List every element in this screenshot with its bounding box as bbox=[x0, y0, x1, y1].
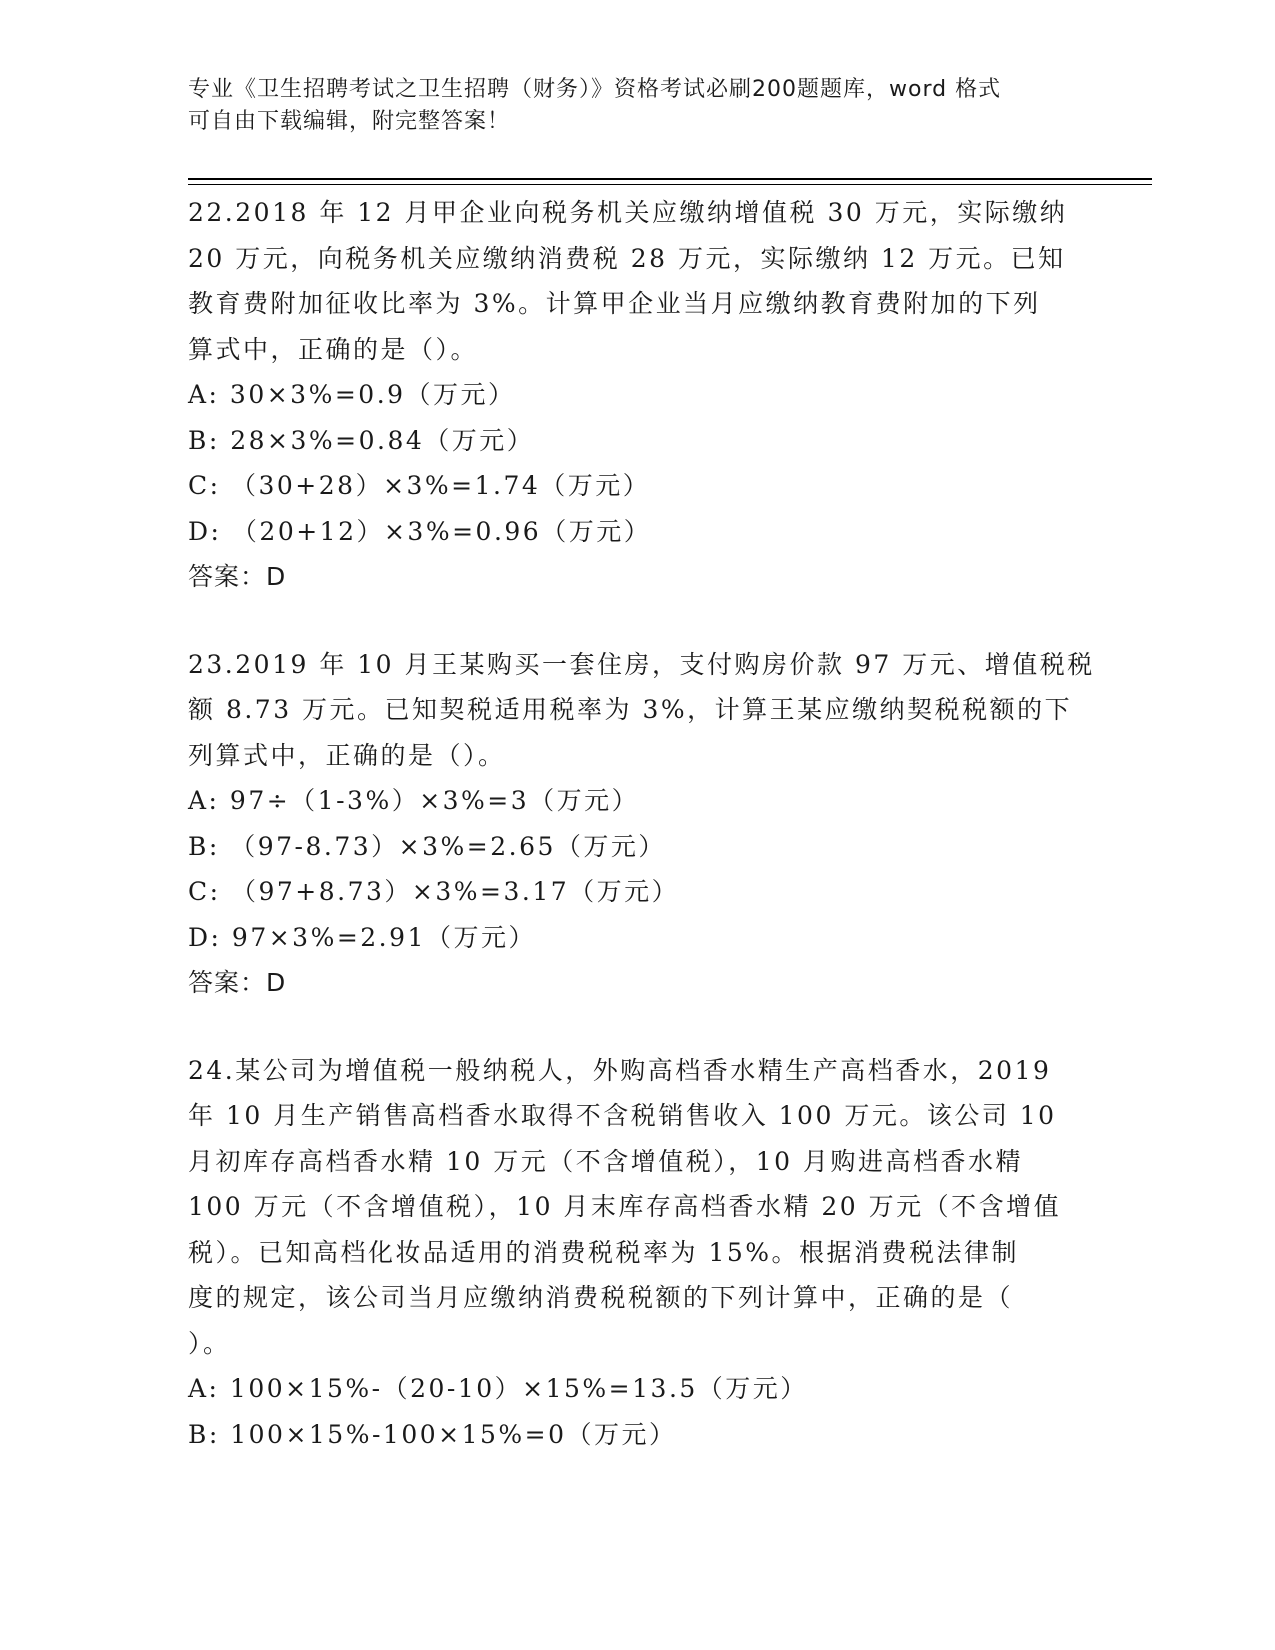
question-text-line: 20 万元，向税务机关应缴纳消费税 28 万元，实际缴纳 12 万元。已知 bbox=[188, 243, 1066, 273]
question-text-line: ）。 bbox=[188, 1328, 231, 1358]
option-b: B: 100×15%-100×15%=0（万元） bbox=[188, 1419, 677, 1449]
question-24 bbox=[188, 1048, 1088, 1458]
option-d: D: 97×3%=2.91（万元） bbox=[188, 922, 536, 952]
header-line: 可自由下载编辑，附完整答案！ bbox=[188, 109, 511, 134]
option-a: A: 97÷（1-3%）×3%=3（万元） bbox=[188, 786, 640, 815]
question-text-line: 教育费附加征收比率为 3%。计算甲企业当月应缴纳教育费附加的下列 bbox=[188, 289, 1041, 318]
option-c: C: （30+28）×3%=1.74（万元） bbox=[188, 471, 651, 500]
option-b: B: 28×3%=0.84（万元） bbox=[188, 425, 535, 455]
option-a: A: 100×15%-（20-10）×15%=13.5（万元） bbox=[188, 1374, 808, 1403]
option-c: C: （97+8.73）×3%=3.17（万元） bbox=[188, 877, 680, 906]
question-text-line: 度的规定，该公司当月应缴纳消费税税额的下列计算中，正确的是（ bbox=[188, 1283, 1014, 1312]
question-text-line: 额 8.73 万元。已知契税适用税率为 3%，计算王某应缴纳契税税额的下 bbox=[188, 695, 1073, 724]
option-a: A: 30×3%=0.9（万元） bbox=[188, 380, 516, 409]
question-list bbox=[188, 190, 1095, 1499]
header-rule-thick bbox=[188, 178, 1152, 180]
header-line: 专业《卫生招聘考试之卫生招聘（财务）》资格考试必刷200题题库，word 格式 bbox=[188, 77, 1002, 102]
question-text-line: 年 10 月生产销售高档香水取得不含税销售收入 100 万元。该公司 10 bbox=[188, 1101, 1057, 1130]
answer: 答案：D bbox=[188, 968, 287, 997]
question-text-line: 22.2018 年 12 月甲企业向税务机关应缴纳增值税 30 万元，实际缴纳 bbox=[188, 198, 1068, 227]
question-text-line: 24.某公司为增值税一般纳税人，外购高档香水精生产高档香水，2019 bbox=[188, 1055, 1052, 1085]
answer: 答案：D bbox=[188, 562, 287, 591]
question-text-line: 列算式中，正确的是（）。 bbox=[188, 740, 506, 770]
option-b: B: （97-8.73）×3%=2.65（万元） bbox=[188, 831, 666, 861]
document-header bbox=[188, 74, 1078, 138]
option-d: D: （20+12）×3%=0.96（万元） bbox=[188, 516, 652, 546]
question-text-line: 23.2019 年 10 月王某购买一套住房，支付购房价款 97 万元、增值税税 bbox=[188, 649, 1095, 679]
header-rule-thin bbox=[188, 184, 1152, 185]
question-text-line: 算式中，正确的是（）。 bbox=[188, 334, 479, 364]
question-text-line: 税）。已知高档化妆品适用的消费税税率为 15%。根据消费税法律制 bbox=[188, 1237, 1020, 1267]
question-22 bbox=[188, 190, 1088, 600]
question-text-line: 月初库存高档香水精 10 万元（不含增值税），10 月购进高档香水精 bbox=[188, 1146, 1023, 1176]
question-23 bbox=[188, 642, 1095, 1006]
question-text-line: 100 万元（不含增值税），10 月末库存高档香水精 20 万元（不含增值 bbox=[188, 1192, 1062, 1221]
